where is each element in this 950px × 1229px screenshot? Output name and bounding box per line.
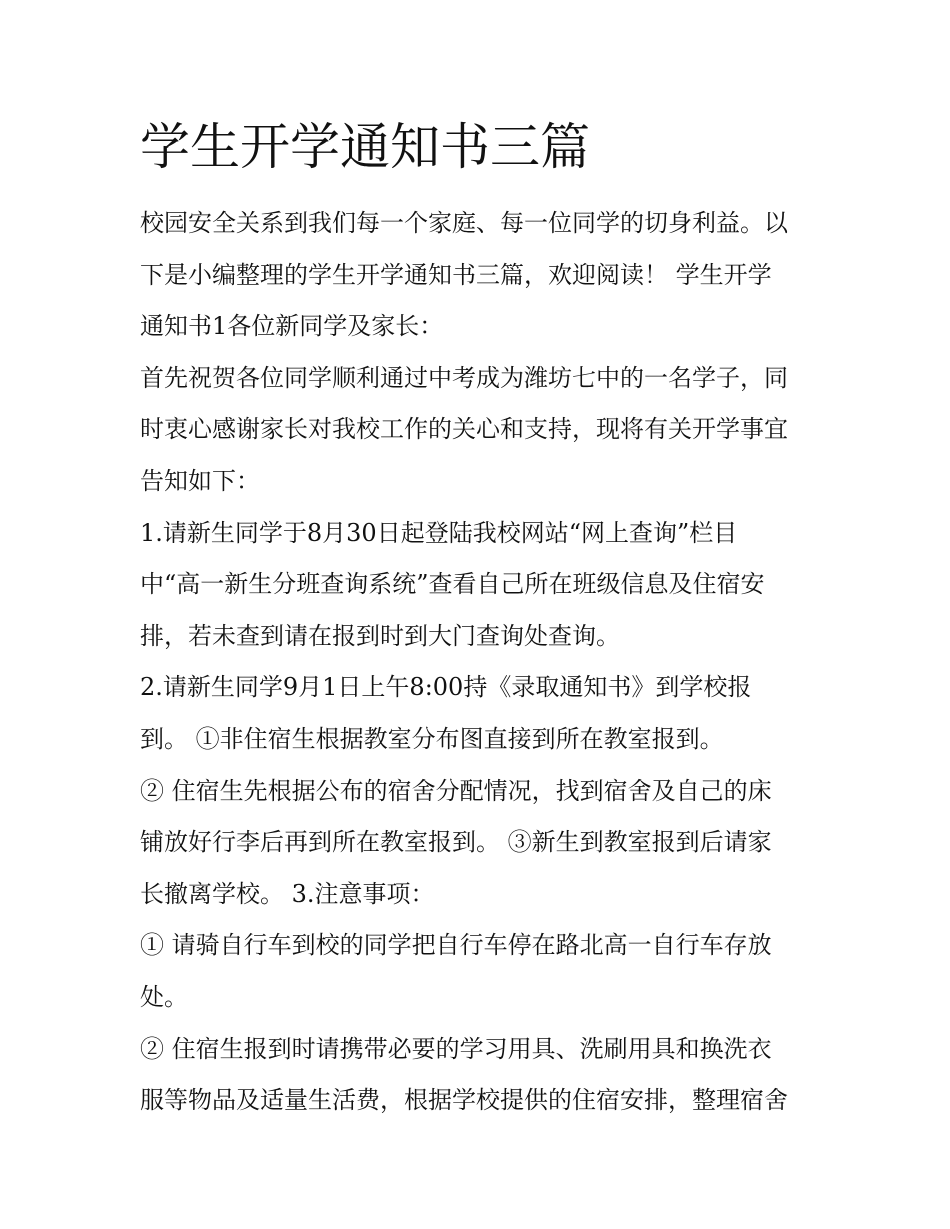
body-line: 处。 bbox=[140, 982, 188, 1011]
body-line: 中“高一新生分班查询系统”查看自己所在班级信息及住宿安 bbox=[140, 570, 765, 599]
body-line: 2.请新生同学9月1日上午8:00持《录取通知书》到学校报 bbox=[140, 673, 752, 702]
body-line: 到。 ①非住宿生根据教室分布图直接到所在教室报到。 bbox=[140, 724, 724, 753]
body-line: ① 请骑自行车到校的同学把自行车停在路北高一自行车存放 bbox=[140, 931, 772, 960]
body-line: 首先祝贺各位同学顺利通过中考成为潍坊七中的一名学子，同 bbox=[140, 363, 788, 392]
body-line: 服等物品及适量生活费，根据学校提供的住宿安排，整理宿舍 bbox=[140, 1086, 788, 1115]
body-line: 通知书1各位新同学及家长： bbox=[140, 312, 444, 341]
body-line: ② 住宿生报到时请携带必要的学习用具、洗刷用具和换洗衣 bbox=[140, 1034, 772, 1063]
body-line: 告知如下： bbox=[140, 466, 260, 495]
body-line: 时衷心感谢家长对我校工作的关心和支持，现将有关开学事宜 bbox=[140, 415, 788, 444]
body-line: 下是小编整理的学生开学通知书三篇，欢迎阅读！ 学生开学 bbox=[140, 260, 772, 289]
body-line: 排，若未查到请在报到时到大门查询处查询。 bbox=[140, 621, 620, 650]
document-body bbox=[140, 198, 820, 1127]
body-line: ② 住宿生先根据公布的宿舍分配情况，找到宿舍及自己的床 bbox=[140, 776, 772, 805]
body-line: 铺放好行李后再到所在教室报到。 ③新生到教室报到后请家 bbox=[140, 828, 772, 857]
body-line: 长撤离学校。 3.注意事项： bbox=[140, 879, 435, 908]
body-line: 1.请新生同学于8月30日起登陆我校网站“网上查询”栏目 bbox=[140, 518, 738, 547]
document-title: 学生开学通知书三篇 bbox=[140, 118, 590, 176]
body-line: 校园安全关系到我们每一个家庭、每一位同学的切身利益。以 bbox=[140, 209, 788, 237]
